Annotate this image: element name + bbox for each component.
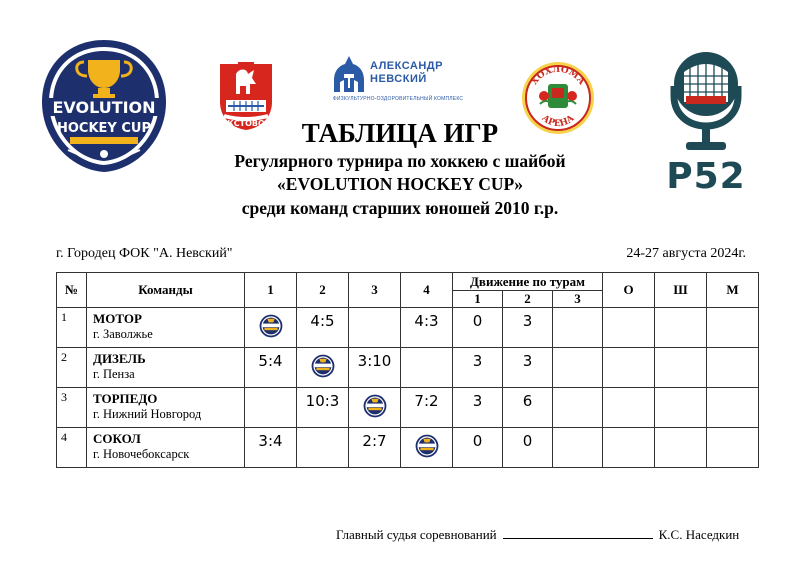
header-col-1: 1 bbox=[245, 273, 297, 308]
subtitle-tournament: Регулярного турнира по хоккею с шайбой bbox=[234, 151, 566, 171]
header-goals: Ш bbox=[655, 273, 707, 308]
round-3-cell bbox=[553, 388, 603, 428]
team-city: г. Нижний Новгород bbox=[93, 407, 202, 421]
self-match-cell bbox=[245, 308, 297, 348]
microphone-hockey-goal-logo-icon bbox=[652, 42, 760, 154]
row-num: 1 bbox=[57, 308, 87, 348]
evolution-mini-logo-icon bbox=[311, 354, 335, 378]
header-rounds: Движение по турам bbox=[453, 273, 603, 291]
score-cell: 7:2 bbox=[401, 388, 453, 428]
round-1-cell: 3 bbox=[453, 388, 503, 428]
evolution-mini-logo-icon bbox=[415, 434, 439, 458]
team-cell bbox=[87, 388, 245, 428]
venue-text: г. Городец ФОК "А. Невский" bbox=[56, 246, 233, 261]
svg-text:ХОХЛОМА: ХОХЛОМА bbox=[529, 64, 587, 88]
header-col-3: 3 bbox=[349, 273, 401, 308]
score-cell: 2:7 bbox=[349, 428, 401, 468]
place-cell bbox=[707, 388, 759, 428]
judge-label: Главный судья соревнований bbox=[336, 527, 497, 542]
team-name: ТОРПЕДО bbox=[93, 391, 158, 406]
score-cell: 3:10 bbox=[349, 348, 401, 388]
nevsky-logo-subtitle: ФИЗКУЛЬТУРНО-ОЗДОРОВИТЕЛЬНЫЙ КОМПЛЕКС bbox=[332, 96, 464, 102]
page-title: ТАБЛИЦА ИГР bbox=[301, 118, 499, 148]
nevsky-logo-title bbox=[370, 60, 443, 86]
team-city: г. Пенза bbox=[93, 367, 135, 381]
nevsky-helmet-logo-icon bbox=[332, 54, 366, 94]
round-3-cell bbox=[553, 308, 603, 348]
team-name: МОТОР bbox=[93, 311, 142, 326]
round-1-cell: 0 bbox=[453, 308, 503, 348]
score-cell bbox=[245, 388, 297, 428]
subtitle-age-group: среди команд старших юношей 2010 г.р. bbox=[241, 198, 559, 218]
goals-cell bbox=[655, 388, 707, 428]
row-num: 3 bbox=[57, 388, 87, 428]
nevsky-line2: НЕВСКИЙ bbox=[370, 73, 427, 85]
row-num: 2 bbox=[57, 348, 87, 388]
team-cell bbox=[87, 428, 245, 468]
team-cell bbox=[87, 348, 245, 388]
p52-label: Р52 bbox=[666, 156, 746, 197]
row-num: 4 bbox=[57, 428, 87, 468]
self-match-cell bbox=[349, 388, 401, 428]
goals-cell bbox=[655, 308, 707, 348]
svg-text:EVOLUTION: EVOLUTION bbox=[52, 98, 156, 117]
header-points: О bbox=[603, 273, 655, 308]
round-2-cell: 3 bbox=[503, 348, 553, 388]
score-cell: 10:3 bbox=[297, 388, 349, 428]
table-header-row bbox=[57, 273, 759, 291]
chief-judge-signature bbox=[336, 527, 739, 543]
header-col-2: 2 bbox=[297, 273, 349, 308]
p52-microphone-logo bbox=[652, 42, 760, 198]
score-cell: 3:4 bbox=[245, 428, 297, 468]
header-place: М bbox=[707, 273, 759, 308]
header-teams: Команды bbox=[87, 273, 245, 308]
points-cell bbox=[603, 308, 655, 348]
svg-text:КСТОВО: КСТОВО bbox=[227, 119, 265, 128]
svg-text:HOCKEY CUP: HOCKEY CUP bbox=[57, 121, 151, 136]
team-cell bbox=[87, 308, 245, 348]
score-cell bbox=[349, 308, 401, 348]
place-cell bbox=[707, 348, 759, 388]
subtitle-cup-name: «EVOLUTION HOCKEY CUP» bbox=[277, 174, 523, 194]
team-city: г. Новочебоксарск bbox=[93, 447, 190, 461]
score-cell bbox=[401, 348, 453, 388]
place-cell bbox=[707, 308, 759, 348]
round-2-cell: 6 bbox=[503, 388, 553, 428]
header-num: № bbox=[57, 273, 87, 308]
header-round-1: 1 bbox=[453, 291, 503, 308]
team-name: ДИЗЕЛЬ bbox=[93, 351, 146, 366]
round-2-cell: 0 bbox=[503, 428, 553, 468]
points-cell bbox=[603, 348, 655, 388]
evolution-mini-logo-icon bbox=[259, 314, 283, 338]
games-table bbox=[56, 272, 759, 468]
alexander-nevsky-logo bbox=[330, 54, 466, 106]
table-row bbox=[57, 348, 759, 388]
header-round-3: 3 bbox=[553, 291, 603, 308]
self-match-cell bbox=[401, 428, 453, 468]
header-col-4: 4 bbox=[401, 273, 453, 308]
round-1-cell: 0 bbox=[453, 428, 503, 468]
signature-line bbox=[503, 528, 653, 539]
goals-cell bbox=[655, 428, 707, 468]
table-row bbox=[57, 388, 759, 428]
header-round-2: 2 bbox=[503, 291, 553, 308]
place-cell bbox=[707, 428, 759, 468]
score-cell: 4:5 bbox=[297, 308, 349, 348]
svg-text:АРЕНА: АРЕНА bbox=[539, 113, 577, 130]
evolution-mini-logo-icon bbox=[363, 394, 387, 418]
nevsky-line1: АЛЕКСАНДР bbox=[370, 60, 443, 72]
team-city: г. Заволжье bbox=[93, 327, 153, 341]
score-cell: 4:3 bbox=[401, 308, 453, 348]
score-cell: 5:4 bbox=[245, 348, 297, 388]
team-name: СОКОЛ bbox=[93, 431, 141, 446]
self-match-cell bbox=[297, 348, 349, 388]
round-1-cell: 3 bbox=[453, 348, 503, 388]
points-cell bbox=[603, 388, 655, 428]
table-row bbox=[57, 428, 759, 468]
goals-cell bbox=[655, 348, 707, 388]
round-3-cell bbox=[553, 428, 603, 468]
score-cell bbox=[297, 428, 349, 468]
points-cell bbox=[603, 428, 655, 468]
table-row bbox=[57, 308, 759, 348]
judge-name: К.С. Наседкин bbox=[658, 527, 740, 542]
dates-text: 24-27 августа 2024г. bbox=[626, 246, 746, 261]
round-3-cell bbox=[553, 348, 603, 388]
round-2-cell: 3 bbox=[503, 308, 553, 348]
